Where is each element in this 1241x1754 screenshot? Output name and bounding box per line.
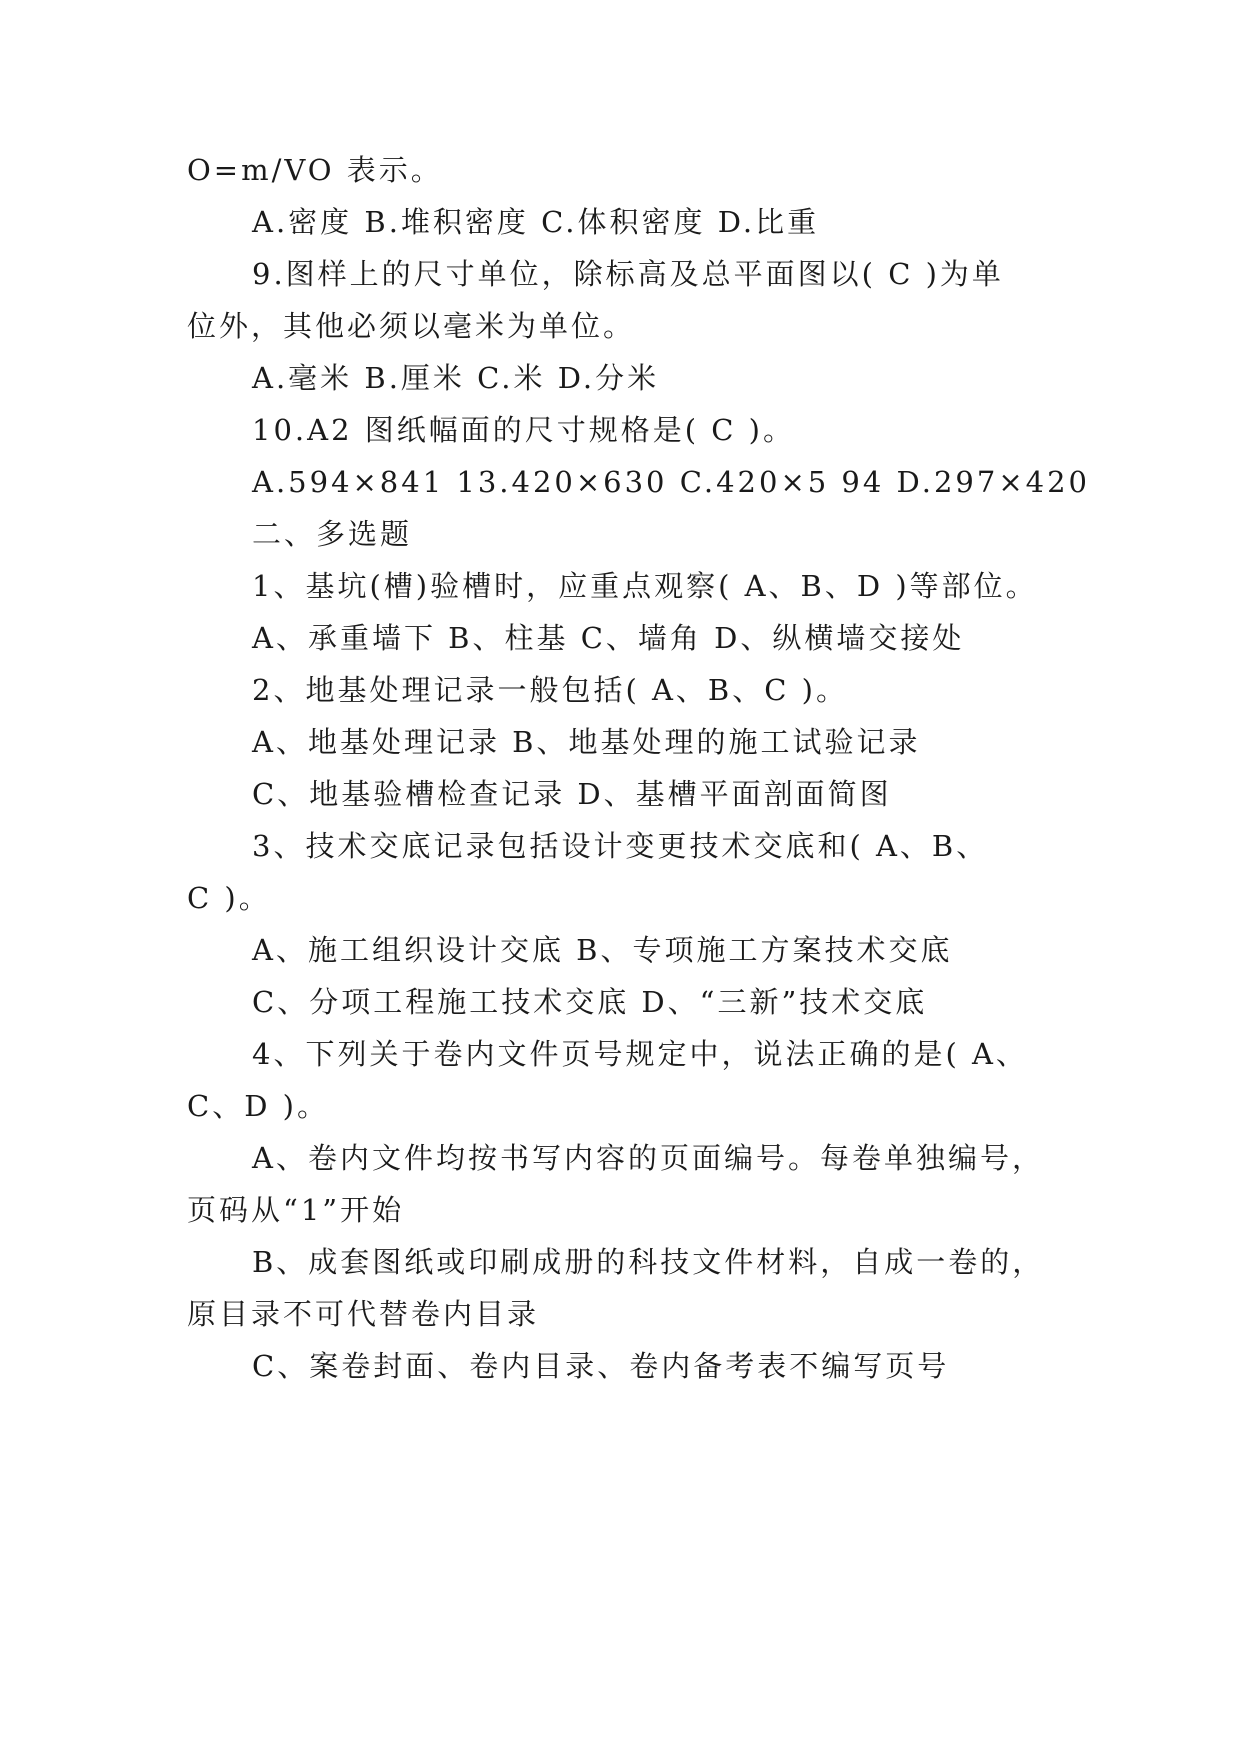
text-line: A.密度 B.堆积密度 C.体积密度 D.比重	[252, 205, 820, 239]
text-line: 原目录不可代替卷内目录	[187, 1297, 540, 1331]
text-line: O=m/VO 表示。	[187, 153, 443, 187]
text-line: 位外，其他必须以毫米为单位。	[187, 309, 636, 343]
text-line: C、地基验槽检查记录 D、基槽平面剖面简图	[252, 777, 892, 811]
text-line: A.毫米 B.厘米 C.米 D.分米	[252, 361, 660, 395]
text-line: A.594×841 13.420×630 C.420×5 94 D.297×420	[252, 465, 1090, 499]
text-line: 3、技术交底记录包括设计变更技术交底和( A、B、	[252, 829, 989, 863]
text-line: 页码从“1”开始	[187, 1193, 405, 1227]
text-line: 9.图样上的尺寸单位，除标高及总平面图以( C )为单	[252, 257, 1004, 291]
text-line: A、卷内文件均按书写内容的页面编号。每卷单独编号，	[252, 1141, 1044, 1175]
text-line: 1、基坑(槽)验槽时，应重点观察( A、B、D )等部位。	[252, 569, 1038, 603]
text-line: A、地基处理记录 B、地基处理的施工试验记录	[252, 725, 921, 759]
section-heading: 二、多选题	[252, 517, 413, 551]
text-line: C、分项工程施工技术交底 D、“三新”技术交底	[252, 985, 928, 1019]
text-line: C、D )。	[187, 1089, 329, 1123]
text-line: C )。	[187, 881, 271, 915]
text-line: 4、下列关于卷内文件页号规定中，说法正确的是( A、	[252, 1037, 1028, 1071]
text-line: B、成套图纸或印刷成册的科技文件材料，自成一卷的，	[252, 1245, 1045, 1279]
text-line: A、承重墙下 B、柱基 C、墙角 D、纵横墙交接处	[252, 621, 965, 655]
text-line: 2、地基处理记录一般包括( A、B、C )。	[252, 673, 848, 707]
text-line: 10.A2 图纸幅面的尺寸规格是( C )。	[252, 413, 795, 447]
text-line: C、案卷封面、卷内目录、卷内备考表不编写页号	[252, 1349, 950, 1383]
text-line: A、施工组织设计交底 B、专项施工方案技术交底	[252, 933, 953, 967]
